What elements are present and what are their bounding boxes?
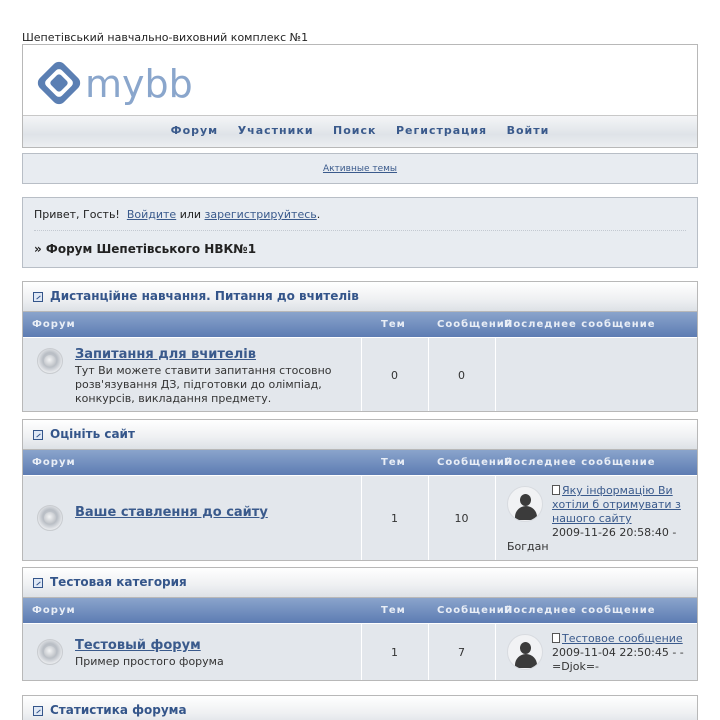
collapse-icon[interactable] <box>33 430 43 440</box>
nav-register[interactable]: Регистрация <box>396 124 488 137</box>
col-topics: Тем <box>381 605 406 616</box>
forum-status-icon <box>37 505 63 531</box>
register-link[interactable]: зарегистрируйтесь <box>204 208 317 221</box>
last-post-date: 2009-11-26 20:58:40 - <box>552 526 677 539</box>
site-title: Шепетівський навчально-виховний комплекс №1 <box>22 31 309 44</box>
document-icon <box>552 485 560 495</box>
posts-count: 10 <box>454 512 469 525</box>
topics-count: 1 <box>391 646 398 659</box>
category-title: Тестовая категория <box>50 575 187 589</box>
col-forum: Форум <box>32 457 76 468</box>
nav-search[interactable]: Поиск <box>333 124 377 137</box>
topics-count: 0 <box>391 369 398 382</box>
category-rate-site <box>22 419 698 561</box>
document-icon <box>552 633 560 643</box>
collapse-icon[interactable] <box>33 578 43 588</box>
last-post-link[interactable]: Яку інформацію Ви хотіли б отримувати з нашого сайту <box>552 484 681 525</box>
last-post <box>552 632 692 674</box>
category-title: Статистика форума <box>50 703 187 717</box>
forum-description: Тут Ви можете ставити запитання стосовно розв'язування ДЗ, підготовки до олімпіад, конкурсів, викладання предмету. <box>75 364 332 405</box>
posts-count: 7 <box>458 646 465 659</box>
category-stats <box>22 695 698 720</box>
divider <box>34 230 686 231</box>
last-post-date: 2009-11-04 22:50:45 - - <box>552 646 684 659</box>
last-post-author[interactable]: Богдан <box>507 540 549 553</box>
last-post <box>552 484 692 540</box>
col-topics: Тем <box>381 457 406 468</box>
forum-link[interactable]: Ваше ставлення до сайту <box>75 505 268 520</box>
main-nav <box>23 115 697 147</box>
mybb-logo[interactable] <box>31 55 201 111</box>
col-topics: Тем <box>381 319 406 330</box>
col-posts: Сообщений <box>437 319 513 330</box>
active-topics-link[interactable]: Активные темы <box>322 164 398 174</box>
col-posts: Сообщений <box>437 457 513 468</box>
breadcrumb: » Форум Шепетівського НВК№1 <box>34 242 257 256</box>
logo-text: mybb <box>85 62 193 106</box>
category-header[interactable] <box>23 420 697 450</box>
last-post-author[interactable]: =Djok=- <box>552 660 600 673</box>
table-header <box>23 450 697 475</box>
topics-count: 1 <box>391 512 398 525</box>
forum-row <box>23 623 697 680</box>
active-topics-bar <box>22 153 698 184</box>
forum-status-icon <box>37 348 63 374</box>
nav-login[interactable]: Войти <box>506 124 550 137</box>
category-header[interactable] <box>23 696 697 720</box>
avatar[interactable] <box>507 634 543 670</box>
collapse-icon[interactable] <box>33 706 43 716</box>
col-forum: Форум <box>32 319 76 330</box>
nav-members[interactable]: Участники <box>237 124 314 137</box>
col-last-post: Последнее сообщение <box>504 319 656 330</box>
category-header[interactable] <box>23 282 697 312</box>
login-link[interactable]: Войдите <box>126 208 177 221</box>
forum-link[interactable]: Тестовый форум <box>75 638 201 653</box>
collapse-icon[interactable] <box>33 292 43 302</box>
col-last-post: Последнее сообщение <box>504 605 656 616</box>
last-post-link[interactable]: Тестовое сообщение <box>562 632 683 645</box>
category-test <box>22 567 698 681</box>
col-last-post: Последнее сообщение <box>504 457 656 468</box>
col-posts: Сообщений <box>437 605 513 616</box>
category-title: Оцініть сайт <box>50 427 135 441</box>
col-forum: Форум <box>32 605 76 616</box>
welcome-message <box>34 208 320 221</box>
category-title: Дистанційне навчання. Питання до вчителів <box>50 289 359 303</box>
forum-row <box>23 475 697 560</box>
header <box>22 44 698 148</box>
table-header <box>23 598 697 623</box>
avatar[interactable] <box>507 486 543 522</box>
table-header <box>23 312 697 337</box>
category-header[interactable] <box>23 568 697 598</box>
welcome-panel <box>22 197 698 268</box>
forum-link[interactable]: Запитання для вчителів <box>75 347 256 362</box>
category-distance-learning <box>22 281 698 412</box>
posts-count: 0 <box>458 369 465 382</box>
nav-forum[interactable]: Форум <box>170 124 219 137</box>
period: . <box>316 208 321 221</box>
forum-description: Пример простого форума <box>75 655 224 668</box>
greeting: Привет, Гость! <box>34 208 120 221</box>
forum-status-icon <box>37 639 63 665</box>
forum-row <box>23 337 697 411</box>
or-text: или <box>179 208 202 221</box>
